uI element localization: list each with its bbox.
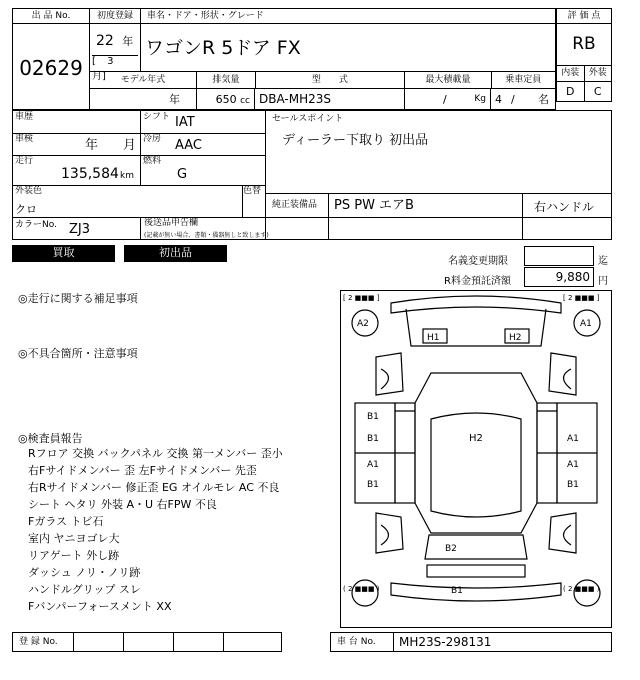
interior-label: 内装 xyxy=(557,66,585,82)
drive-notes-title: ◎走行に関する補足事項 xyxy=(18,292,138,305)
displacement-label: 排気量 xyxy=(197,72,256,88)
chassis-no-value: MH23S-298131 xyxy=(399,635,492,649)
svg-text:B1: B1 xyxy=(451,586,463,596)
car-name: ワゴンR 5ドア FX xyxy=(145,37,301,59)
color-label: 外装色 xyxy=(15,186,43,196)
diagram-tag-top-right: [ 2 ■■■ ] xyxy=(563,294,600,302)
type-value: DBA-MH23S xyxy=(255,89,405,110)
car-name-box xyxy=(140,8,556,72)
diagram-tag-top-left: [ 2 ■■■ ] xyxy=(343,294,380,302)
svg-text:H2: H2 xyxy=(469,433,483,444)
inspector-lines xyxy=(28,445,283,615)
svg-text:A1: A1 xyxy=(567,460,579,470)
sales-point-box xyxy=(265,110,612,194)
inspector-line: Fガラス トビ石 xyxy=(28,515,104,528)
defect-notes-title: ◎不具合箇所・注意事項 xyxy=(18,347,138,360)
svg-text:H1: H1 xyxy=(427,333,440,343)
car-outline-diagram xyxy=(341,291,611,627)
svg-text:A1: A1 xyxy=(567,434,579,444)
inspector-line: シート ヘタリ 外装 A・U 右FPW 不良 xyxy=(28,498,217,511)
year-unit: 年 xyxy=(122,35,134,48)
grade-box xyxy=(556,8,612,102)
svg-text:B1: B1 xyxy=(367,434,379,444)
mileage-label: 走行 xyxy=(15,156,34,166)
inspector-line: Fバンパーフォースメント XX xyxy=(28,600,172,613)
load-label: 最大積載量 xyxy=(405,72,491,88)
registration-month: [ 3 月] xyxy=(92,55,138,82)
recycle-unit: 円 xyxy=(598,276,608,287)
sales-label: セールスポイント xyxy=(272,114,344,124)
color-change-label: 色替 xyxy=(243,186,262,196)
mileage-value: 135,584 xyxy=(61,166,119,182)
diagram-tag-bottom-right: ( 2 ■■■ ) xyxy=(563,585,600,593)
history-label: 車歴 xyxy=(15,112,34,122)
svg-text:B1: B1 xyxy=(567,480,579,490)
interior-grade: D xyxy=(557,82,585,101)
recycle-label: R料金預託済額 xyxy=(444,276,511,287)
exterior-label: 外装 xyxy=(585,66,612,82)
inspector-line: 右Fサイドメンバー 歪 左Fサイドメンバー 先歪 xyxy=(28,464,257,477)
equipment-value: PS PW エアB xyxy=(334,198,414,213)
svg-text:A1: A1 xyxy=(580,319,592,329)
lot-number: 02629 xyxy=(19,56,83,80)
svg-text:B1: B1 xyxy=(367,480,379,490)
tag-first-listing: 初出品 xyxy=(124,245,227,262)
chassis-no-label: 車 台 No. xyxy=(337,637,376,647)
color-no-label: カラーNo. xyxy=(15,220,57,230)
svg-text:H2: H2 xyxy=(509,333,522,343)
svg-text:A1: A1 xyxy=(367,460,379,470)
details-table xyxy=(12,110,269,240)
color-value: クロ xyxy=(15,203,37,216)
registration-year xyxy=(96,33,133,49)
inspector-line: ハンドルグリップ スレ xyxy=(28,583,141,596)
inspector-line: リアゲート 外し跡 xyxy=(28,549,120,562)
inspector-report-title: ◎検査員報告 xyxy=(18,432,83,445)
type-label: 型 式 xyxy=(256,72,406,88)
ac-label: 冷房 xyxy=(143,134,162,144)
recycle-box xyxy=(524,267,594,287)
displacement-value: 650 cc xyxy=(197,89,255,110)
inspection-month-unit: 月 xyxy=(123,138,137,153)
damage-diagram xyxy=(340,290,612,628)
inspector-line: 室内 ヤニヨゴレ大 xyxy=(28,532,120,545)
mileage-unit: km xyxy=(120,171,134,181)
svg-text:B2: B2 xyxy=(445,544,457,554)
model-year-label: モデル年式 xyxy=(90,72,197,88)
capacity-value: 4 / 名 xyxy=(495,93,549,106)
exterior-grade: C xyxy=(593,85,602,98)
equipment-label: 純正装備品 xyxy=(272,200,318,210)
sales-text: ディーラー下取り 初出品 xyxy=(282,133,429,148)
month-value: 3 xyxy=(107,56,114,67)
lot-box xyxy=(12,8,90,110)
capacity-label: 乗車定員 xyxy=(505,75,542,85)
grade-value: RB xyxy=(572,34,596,54)
car-name-label: 車名・ドア・形状・グレード xyxy=(141,9,555,24)
registration-no-box xyxy=(12,632,282,652)
inspector-line: 右Rサイドメンバー 修正歪 EG オイルモレ AC 不良 xyxy=(28,481,280,494)
registration-label: 初度登録 xyxy=(90,9,140,24)
inspector-line: Rフロア 交換 バックパネル 交換 第一メンバー 歪小 xyxy=(28,447,283,460)
color-no-value: ZJ3 xyxy=(69,222,91,237)
shift-value: IAT xyxy=(175,115,195,130)
name-change-value xyxy=(524,246,594,266)
fuel-value: G xyxy=(177,167,188,182)
inspection-label: 車検 xyxy=(15,134,34,144)
diagram-tag-bottom-left: ( 2 ■■■ ) xyxy=(343,585,380,593)
doc-note: (記載が無い場合、書類・備器無しと致します) xyxy=(144,232,269,239)
fuel-label: 燃料 xyxy=(143,156,162,166)
equipment-box xyxy=(265,193,612,218)
name-change-unit: 迄 xyxy=(598,256,608,267)
tag-purchase: 買取 xyxy=(12,245,115,262)
handle-value: 右ハンドル xyxy=(534,200,595,214)
spec-table xyxy=(89,71,556,110)
lot-label: 出 品 No. xyxy=(13,9,89,24)
chassis-no-box xyxy=(330,632,612,652)
ac-value: AAC xyxy=(175,138,202,153)
grade-label: 評 価 点 xyxy=(557,9,611,24)
svg-text:A2: A2 xyxy=(357,319,369,329)
recycle-value: 9,880 xyxy=(555,270,590,284)
doc-label: 後送品申告欄 xyxy=(144,218,199,228)
shift-label: シフト xyxy=(143,112,171,122)
registration-box xyxy=(89,8,141,82)
name-change-label: 名義変更期限 xyxy=(448,256,508,267)
inspector-line: ダッシュ ノリ・ノリ跡 xyxy=(28,566,141,579)
registration-no-label: 登 録 No. xyxy=(19,637,58,647)
blank-box xyxy=(265,217,612,240)
model-year-value: 年 xyxy=(90,89,197,110)
load-value: / Kg xyxy=(405,89,491,110)
svg-text:B1: B1 xyxy=(367,412,379,422)
inspection-year-unit: 年 xyxy=(85,138,99,153)
year-value: 22 xyxy=(96,33,114,49)
